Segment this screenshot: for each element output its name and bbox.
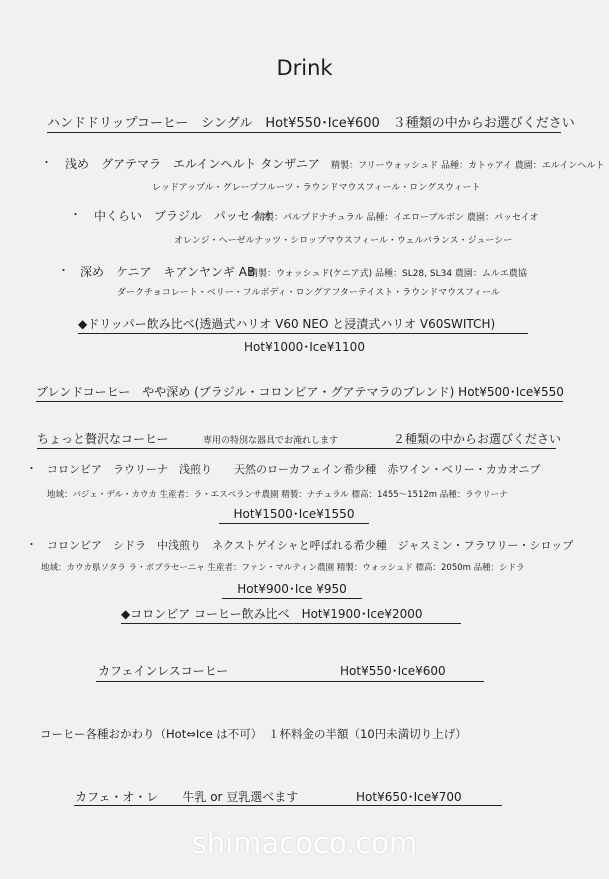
coffee-detail-kenya: 精製：ウォッシュド(ケニア式) 品種：SL28, SL34 農園：ムルエ農協 — [249, 269, 527, 279]
coffee-detail-brazil: 精製：パルプドナチュラル 品種：イエローブルボン 農園：パッセイオ — [256, 213, 539, 223]
coffee-name-laurina: コロンビア ラウリーナ 浅煎り 天然のローカフェイン希少種 赤ワイン・ベリー・カカオニブ — [47, 463, 541, 476]
coffee-name-brazil: 中くらい ブラジル パッセイオ — [94, 209, 273, 223]
coffee-name-guatemala: 浅め グアテマラ エルインヘルト タンザニア — [65, 157, 320, 171]
coffee-detail-guatemala: 精製：フリーウォッシュド 品種：カトゥアイ 農園：エルインヘルト — [331, 161, 605, 171]
bullet-icon: ・ — [58, 264, 69, 277]
decaf-price: Hot¥550･Ice¥600 — [340, 664, 446, 678]
bullet-icon: ・ — [41, 156, 52, 169]
bullet-icon: ・ — [26, 462, 37, 475]
blend-coffee: ブレンドコーヒー やや深め (ブラジル・コロンビア・グアテマラのブレンド) Hot¥500･Ice¥550 — [36, 383, 563, 402]
dripper-compare: ◆ドリッパー飲み比べ(透過式ハリオ V60 NEO と浸漬式ハリオ V60SWITCH) — [78, 315, 528, 334]
refill-note: コーヒー各種おかわり（Hot⇔Ice は不可） １杯料金の半額（10円未満切り上げ） — [40, 727, 467, 741]
colombia-compare: ◆コロンビア コーヒー飲み比べ Hot¥1900･Ice¥2000 — [121, 605, 461, 624]
premium-choose: ２種類の中からお選びください — [393, 432, 562, 446]
premium-underline — [37, 448, 556, 449]
cafe-au-lait-price: Hot¥650･Ice¥700 — [356, 790, 462, 804]
coffee-detail-sidra: 地域：カウカ県ソタラ ラ・ボブラセーニャ 生産者：ファン・マルティン農園 精製：ウォッシュド 標高：2050m 品種：シドラ — [41, 563, 525, 573]
laurina-price: Hot¥1500･Ice¥1550 — [219, 505, 369, 524]
decaf-name: カフェインレスコーヒー — [98, 664, 229, 678]
coffee-name-kenya: 深め ケニア キアンヤンギ AB — [80, 265, 256, 279]
coffee-detail-laurina: 地域：バジェ・デル・カウカ 生産者：ラ・エスペランサ農園 精製：ナチュラル 標高：1455～1512m 品種：ラウリーナ — [47, 490, 508, 500]
coffee-notes-kenya: ダークチョコレート・ベリー・フルボディ・ロングアフターテイスト・ラウンドマウスフィール — [117, 288, 500, 298]
watermark: shimacoco.com — [191, 826, 418, 860]
decaf-underline — [96, 681, 484, 682]
coffee-notes-guatemala: レッドアップル・グレープフルーツ・ラウンドマウスフィール・ロングスウィート — [152, 183, 481, 193]
dripper-compare-price: Hot¥1000･Ice¥1100 — [244, 340, 365, 354]
premium-note: 専用の特別な器具でお淹れします — [203, 436, 339, 446]
sidra-price: Hot¥900･Ice ¥950 — [222, 580, 362, 599]
premium-heading: ちょっと贅沢なコーヒー — [37, 432, 169, 446]
hand-drip-heading: ハンドドリップコーヒー シングル Hot¥550･Ice¥600 ３種類の中からお選びください — [47, 112, 561, 133]
menu-title: Drink — [276, 56, 333, 80]
bullet-icon: ・ — [26, 538, 37, 551]
coffee-name-sidra: コロンビア シドラ 中浅煎り ネクストゲイシャと呼ばれる希少種 ジャスミン・フラワリー・シロップ — [47, 539, 574, 552]
coffee-notes-brazil: オレンジ・ヘーゼルナッツ・シロップマウスフィール・ウェルバランス・ジューシー — [174, 236, 513, 246]
cafe-au-lait-name: カフェ・オ・レ 牛乳 or 豆乳選べます — [75, 790, 299, 804]
cafe-au-lait-underline — [74, 805, 502, 806]
bullet-icon: ・ — [70, 208, 81, 221]
